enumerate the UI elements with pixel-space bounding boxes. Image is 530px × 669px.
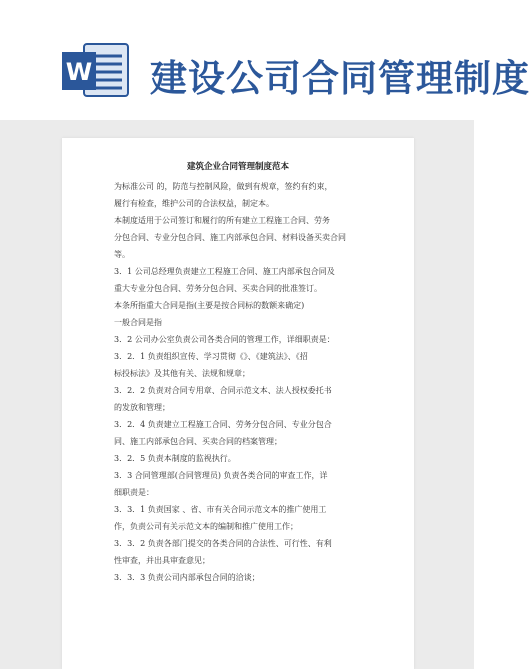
document-paragraph: 3．2．5 负责本制度的监视执行。	[114, 454, 236, 463]
document-paragraph: 3．2．1 负责组织宣传、学习贯彻《》、《建筑法》、《招 标投标法》及其他有关、法规和规章；	[114, 352, 308, 378]
document-paragraph: 为标准公司 的，防范与控制风险，做到有规章，签约有约束， 履行有检查，维护公司的合法权益，制定本。	[114, 182, 333, 208]
word-logo-letter: W	[65, 58, 93, 86]
document-paragraph: 3．3．3 负责公司内部承包合同的洽谈；	[114, 573, 260, 582]
banner-title: 建设公司合同管理制度	[150, 57, 530, 100]
document-paragraph: 本制度适用于公司签订和履行的所有建立工程施工合同、劳务 分包合同、专业分包合同、施工内部承包合同、材料设备买卖合同 等。	[114, 216, 346, 259]
document-paragraph: 3．3 合同管理部(合同管理员) 负责各类合同的审查工作，详 细职责是：	[114, 471, 328, 497]
document-paragraph: 3．1 公司总经理负责建立工程施工合同、施工内部承包合同及 重大专业分包合同、劳务分包合同、买卖合同的批准签订。	[114, 267, 335, 293]
word-logo-icon	[62, 44, 128, 96]
document-paragraph: 3．3．1 负责国家 、省、市有关合同示范文本的推广使用工 作，负责公司有关示范文本的编制和推广使用工作；	[114, 505, 327, 531]
document-paragraph: 3．2．4 负责建立工程施工合同、劳务分包合同、专业分包合 同、施工内部承包合同、买卖合同的档案管理；	[114, 420, 332, 446]
document-paragraph: 3．2．2 负责对合同专用章、合同示范文本、法人授权委托书 的发放和管理；	[114, 386, 332, 412]
document-page	[62, 138, 414, 669]
document-paragraph: 本条所指重大合同是指(主要是按合同标的数额来确定)	[114, 301, 305, 310]
document-title: 建筑企业合同管理制度范本	[186, 162, 289, 172]
document-paragraph: 一般合同是指	[114, 318, 162, 327]
document-paragraph: 3．3．2 负责各部门提交的各类合同的合法性、可行性、有利 性审查，并出具审查意见；	[114, 539, 332, 565]
header-banner	[0, 0, 530, 125]
document-paragraph: 3．2 公司办公室负责公司各类合同的管理工作，详细职责是：	[114, 335, 335, 344]
